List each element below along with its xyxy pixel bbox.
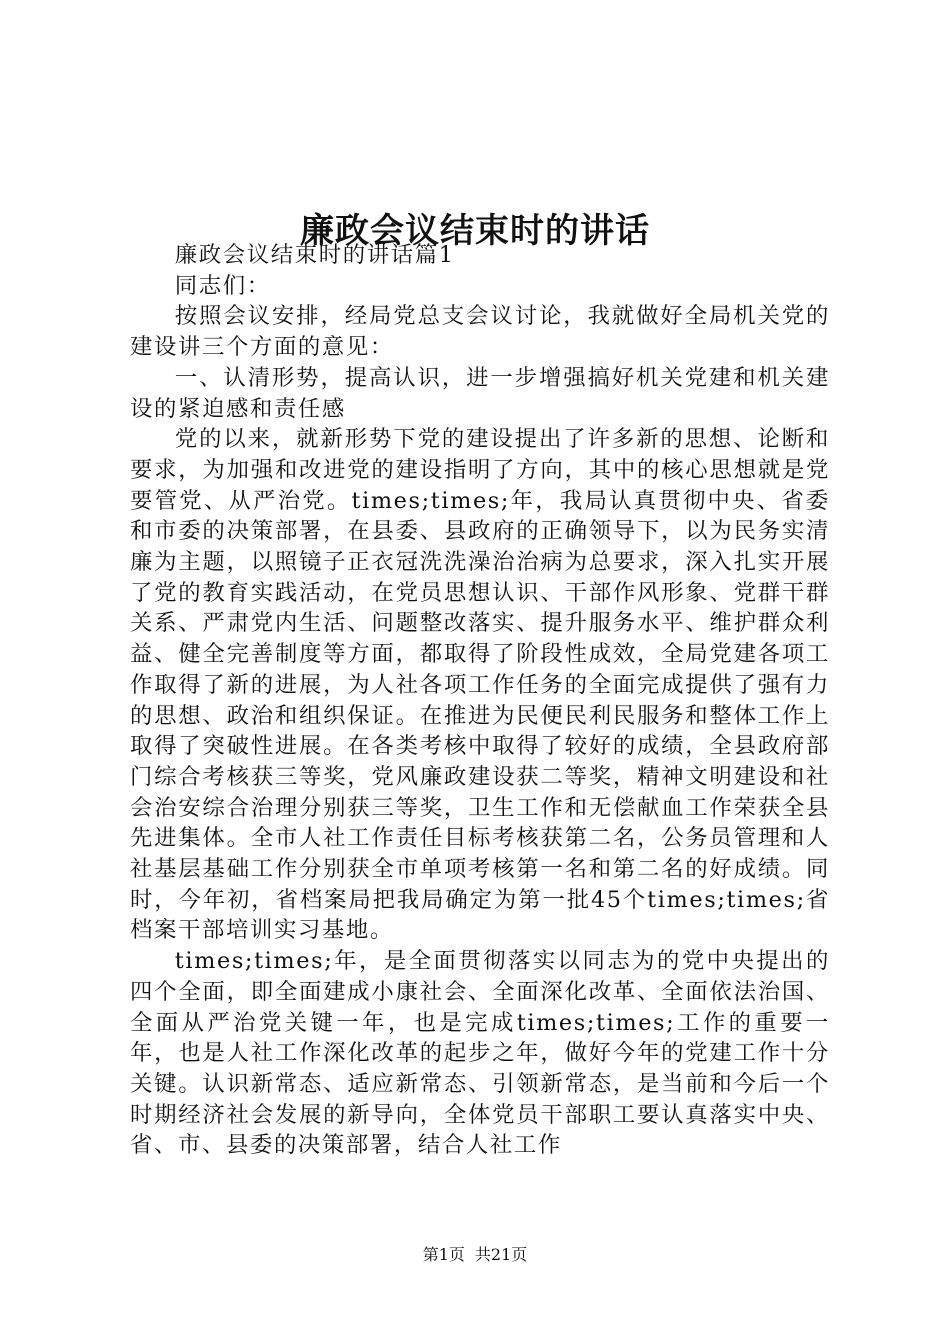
page-number: 第1页 [422, 1245, 465, 1264]
paragraph-current-year: times;times;年，是全面贯彻落实以同志为的党中央提出的四个全面，即全面建成小康社会、全面深化改革、全面依法治国、全面从严治党关键一年，也是完成times;times;工作的重要一年，也是人社工作深化改革的起步之年，做好今年的党建工作十分关键。认识新常态、适应新常态、引领新常态，是当前和今后一个时期经济社会发展的新导向，全体党员干部职工要认真落实中央、省、市、县委的决策部署，结合人社工作 [130, 948, 830, 1159]
page-footer [0, 1244, 950, 1266]
page-total: 共21页 [474, 1245, 528, 1264]
document-body [130, 240, 830, 1161]
paragraph-intro: 按照会议安排，经局党总支会议讨论，我就做好全局机关党的建设讲三个方面的意见： [130, 303, 830, 361]
paragraph-achievements: 党的以来，就新形势下党的建设提出了许多新的思想、论断和要求，为加强和改进党的建设指明了方向，其中的核心思想就是党要管党、从严治党。times;times;年，我局认真贯彻中央、省委和市委的决策部署，在县委、县政府的正确领导下，以为民务实清廉为主题，以照镜子正衣冠洗洗澡治治病为总要求，深入扎实开展了党的教育实践活动，在党员思想认识、干部作风形象、党群干群关系、严肃党内生活、问题整改落实、提升服务水平、维护群众利益、健全完善制度等方面，都取得了阶段性成效，全局党建各项工作取得了新的进展，为人社各项工作任务的全面完成提供了强有力的思想、政治和组织保证。在推进为民便民利民服务和整体工作上取得了突破性进展。在各类考核中取得了较好的成绩，全县政府部门综合考核获三等奖，党风廉政建设获二等奖，精神文明建设和社会治安综合治理分别获三等奖，卫生工作和无偿献血工作荣获全县先进集体。全市人社工作责任目标考核获第二名，公务员管理和人社基层基础工作分别获全市单项考核第一名和第二名的好成绩。同时，今年初，省档案局把我局确定为第一批45个times;times;省档案干部培训实习基地。 [130, 426, 830, 944]
paragraph-salutation: 同志们： [174, 272, 271, 299]
paragraph-heading: 廉政会议结束时的讲话篇1 [174, 242, 455, 268]
paragraph-section-one: 一、认清形势，提高认识，进一步增强搞好机关党建和机关建设的紧迫感和责任感 [130, 364, 830, 422]
document-title: 廉政会议结束时的讲话 [300, 210, 650, 251]
